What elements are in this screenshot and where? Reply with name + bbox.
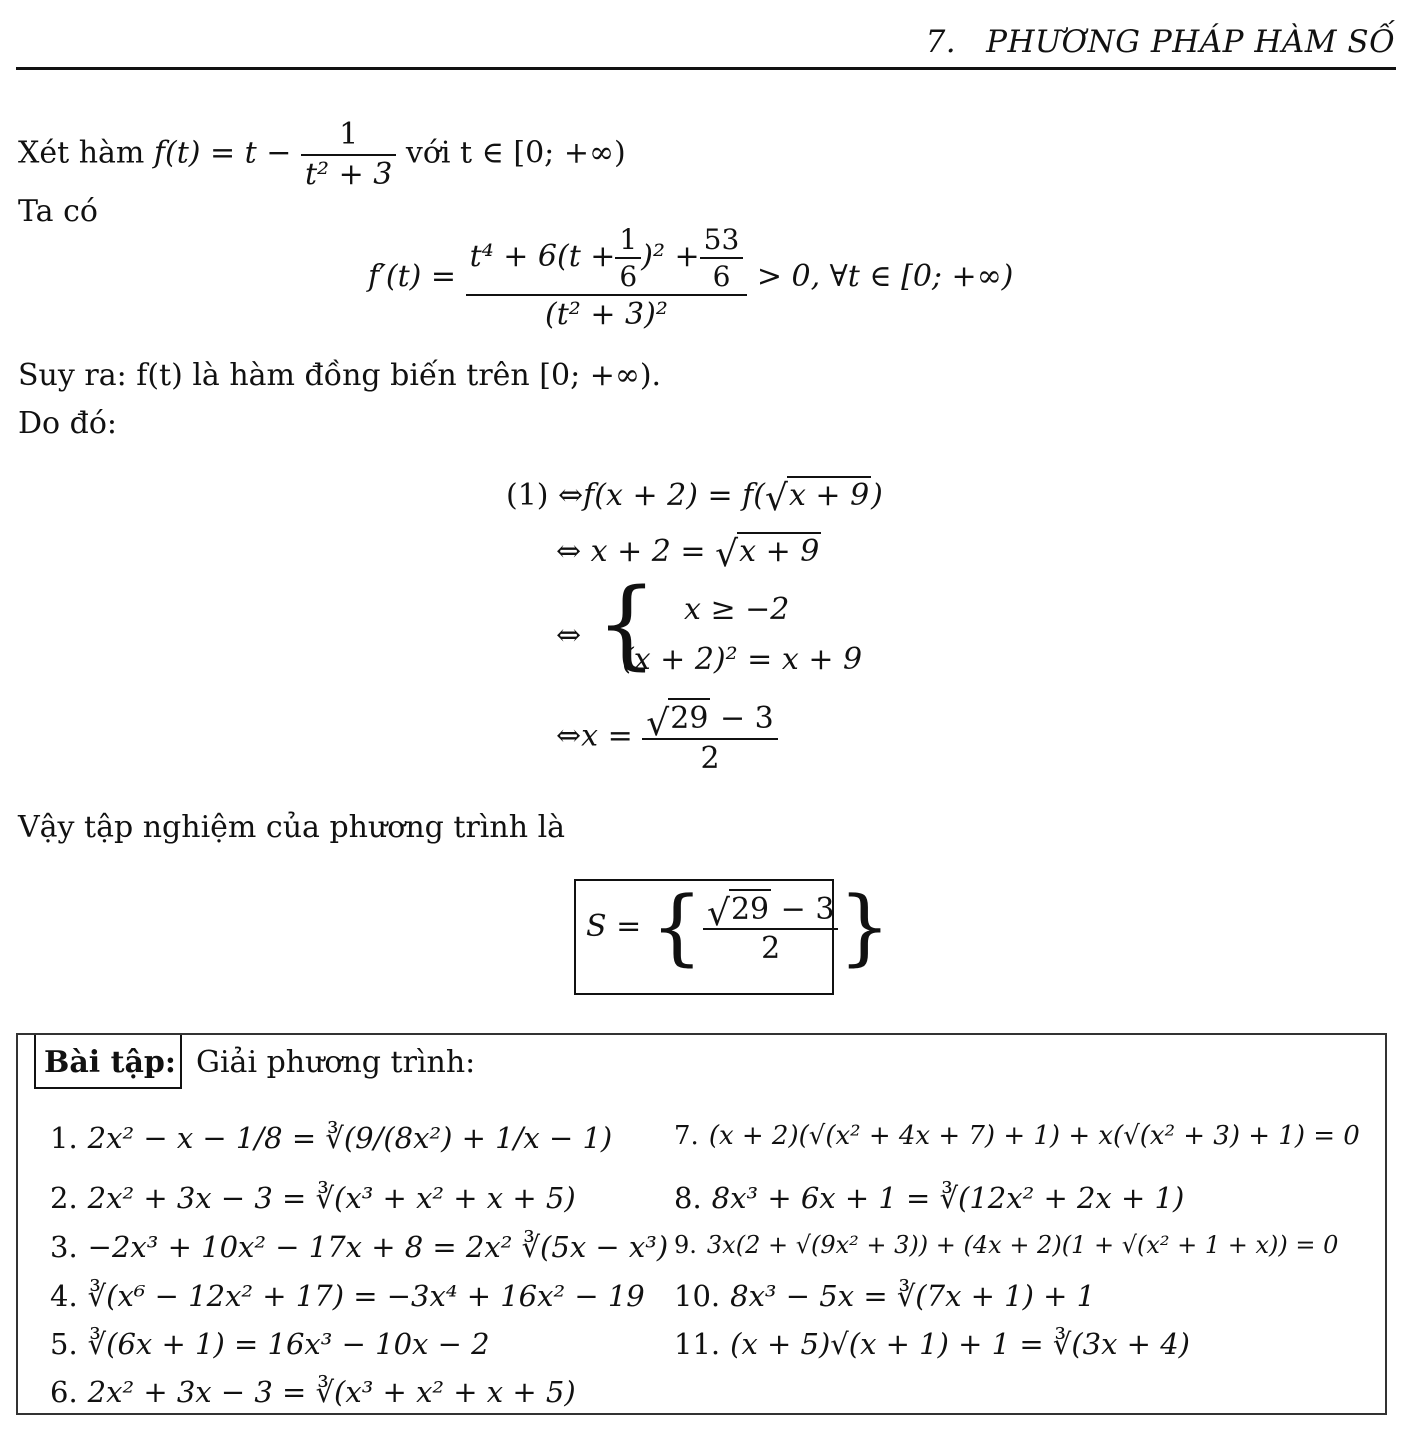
running-header xyxy=(926,24,1395,60)
conclusion-increasing-line: Suy ra: f(t) là hàm đồng biến trên [0; +∞). xyxy=(18,358,662,393)
numerator-part-a: t⁴ + 6(t + xyxy=(469,239,616,274)
domain-text: với t ∈ [0; +∞) xyxy=(405,135,626,171)
exercise-number: 9. xyxy=(674,1231,697,1259)
fraction-numerator: 1 xyxy=(301,116,396,156)
derivative-equation xyxy=(368,222,1013,334)
step-4-pre: ⇔x = xyxy=(556,718,633,754)
fifty-three-sixths-den: 6 xyxy=(712,260,731,293)
solution-set-intro: Vậy tập nghiệm của phương trình là xyxy=(18,810,566,845)
exercise-expression: 8x³ + 6x + 1 = ∛(12x² + 2x + 1) xyxy=(711,1181,1185,1215)
answer-numerator xyxy=(703,889,838,934)
exercise-expression: ∛(x⁶ − 12x² + 17) = −3x⁴ + 16x² − 19 xyxy=(87,1279,645,1313)
exercise-expression: −2x³ + 10x² − 17x + 8 = 2x² ∛(5x − x³) xyxy=(87,1230,669,1264)
exercise-number: 5. xyxy=(50,1327,78,1361)
chapter-number: 7. xyxy=(925,24,957,60)
function-definition-line xyxy=(18,116,626,193)
solution-numerator xyxy=(642,698,777,744)
radicand: x + 9 xyxy=(788,478,870,513)
system-row-2: (x + 2)² = x + 9 xyxy=(622,642,863,677)
exercise-6 xyxy=(50,1375,576,1409)
answer-lhs: S = xyxy=(586,909,642,944)
left-brace-icon: { xyxy=(650,880,703,975)
fifty-three-sixths-num: 53 xyxy=(700,222,744,259)
do-do-line: Do đó: xyxy=(18,406,118,441)
answer-fraction xyxy=(703,889,838,968)
one-sixth-den: 6 xyxy=(619,260,638,293)
answer-content xyxy=(586,880,891,975)
derivative-lhs: f′(t) = xyxy=(368,258,457,294)
derivative-numerator xyxy=(466,222,748,296)
system-row-1: x ≥ −2 xyxy=(684,592,790,627)
exercise-8 xyxy=(674,1181,1184,1215)
equation-label: (1) xyxy=(506,478,549,513)
exercise-label: Bài tập: xyxy=(34,1035,182,1089)
exercise-number: 1. xyxy=(50,1121,78,1155)
exercise-number: 11. xyxy=(674,1327,721,1361)
exercise-11 xyxy=(674,1327,1190,1361)
exercise-10 xyxy=(674,1279,1095,1313)
solution-fraction xyxy=(642,698,777,777)
solution-denominator: 2 xyxy=(700,740,720,776)
sqrt-29-answer xyxy=(706,889,771,934)
step-3-arrow: ⇔ xyxy=(556,618,582,653)
step-1 xyxy=(506,476,883,519)
exercise-expression: 3x(2 + √(9x² + 3)) + (4x + 2)(1 + √(x² + 1 + x)) = 0 xyxy=(706,1231,1339,1259)
step-1-post: ) xyxy=(871,478,883,513)
sqrt-x-plus-9 xyxy=(764,476,871,519)
exercise-1 xyxy=(50,1121,612,1155)
exercise-number: 2. xyxy=(50,1181,78,1215)
exercise-7 xyxy=(674,1121,1360,1151)
exercise-3 xyxy=(50,1230,668,1264)
exercise-number: 3. xyxy=(50,1230,78,1264)
fraction-1-over-t2-plus-3 xyxy=(301,116,396,193)
radicand: x + 9 xyxy=(739,534,820,569)
frac-one-sixth xyxy=(615,222,641,294)
exercise-box xyxy=(16,1033,1387,1415)
radical-icon: √ xyxy=(646,702,670,744)
exercise-expression: (x + 5)√(x + 1) + 1 = ∛(3x + 4) xyxy=(730,1327,1190,1361)
exercise-number: 7. xyxy=(674,1121,699,1151)
numerator-part-b: )² + xyxy=(641,239,700,274)
sqrt-x-plus-9-step2 xyxy=(715,532,821,575)
exercise-expression: 2x² + 3x − 3 = ∛(x³ + x² + x + 5) xyxy=(87,1181,576,1215)
minus-three: − 3 xyxy=(771,891,835,927)
exercise-expression: 8x³ − 5x = ∛(7x + 1) + 1 xyxy=(730,1279,1096,1313)
exercise-expression: 2x² − x − 1/8 = ∛(9/(8x²) + 1/x − 1) xyxy=(87,1121,613,1155)
chapter-title: PHƯƠNG PHÁP HÀM SỐ xyxy=(986,24,1395,60)
equation-system xyxy=(596,568,866,686)
boxed-answer xyxy=(574,879,891,995)
right-brace-icon: } xyxy=(838,880,891,975)
one-sixth-num: 1 xyxy=(615,222,641,259)
exercise-9 xyxy=(674,1231,1338,1259)
exercise-4 xyxy=(50,1279,645,1313)
minus-three: − 3 xyxy=(710,701,774,736)
step-2-pre: ⇔ x + 2 = xyxy=(556,534,706,569)
exercise-expression: ∛(6x + 1) = 16x³ − 10x − 2 xyxy=(87,1327,490,1361)
exercise-intro: Giải phương trình: xyxy=(196,1045,476,1080)
exercise-number: 6. xyxy=(50,1375,78,1409)
radicand: 29 xyxy=(729,889,771,929)
function-expression: f(t) = t − xyxy=(153,135,292,171)
sqrt-29 xyxy=(646,698,710,744)
exercise-expression: 2x² + 3x − 3 = ∛(x³ + x² + x + 5) xyxy=(87,1375,576,1409)
derivative-rhs: > 0, ∀t ∈ [0; +∞) xyxy=(756,258,1014,294)
derivative-fraction xyxy=(466,222,748,334)
left-brace-icon: { xyxy=(596,568,658,680)
answer-denominator: 2 xyxy=(761,931,781,966)
radicand: 29 xyxy=(668,698,710,738)
radical-icon: √ xyxy=(764,478,788,519)
exercise-number: 4. xyxy=(50,1279,78,1313)
fraction-denominator: t² + 3 xyxy=(304,156,393,192)
step-1-pre: ⇔f(x + 2) = f( xyxy=(558,478,765,513)
header-rule xyxy=(16,67,1396,70)
radical-icon: √ xyxy=(715,534,739,575)
exercise-5 xyxy=(50,1327,490,1361)
exercise-number: 8. xyxy=(674,1181,702,1215)
text-xet-ham: Xét hàm xyxy=(18,135,145,171)
radical-icon: √ xyxy=(706,893,730,934)
step-4 xyxy=(556,698,778,777)
exercise-2 xyxy=(50,1181,576,1215)
ta-co-line: Ta có xyxy=(18,194,98,229)
exercise-number: 10. xyxy=(674,1279,721,1313)
exercise-expression: (x + 2)(√(x² + 4x + 7) + 1) + x(√(x² + 3) + 1) = 0 xyxy=(708,1121,1360,1151)
step-2 xyxy=(556,532,821,575)
derivative-denominator: (t² + 3)² xyxy=(545,297,668,332)
frac-53-sixths xyxy=(700,222,744,294)
